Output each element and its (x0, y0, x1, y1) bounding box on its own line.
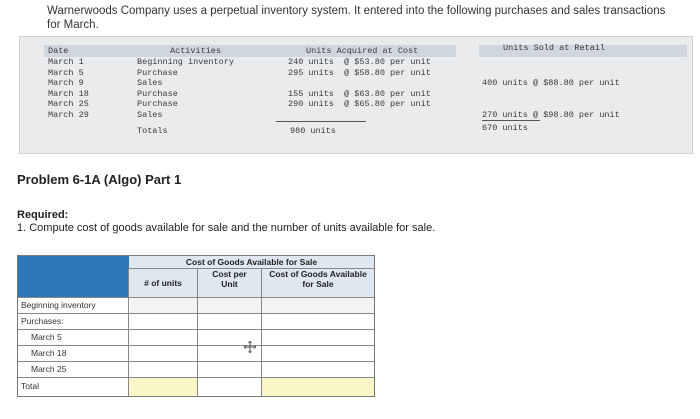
header-units-sold: Units Sold at Retail (503, 43, 606, 53)
col-header-cogas-line1: Cost of Goods Available (269, 269, 367, 279)
total-units-input[interactable] (129, 378, 197, 396)
acquired-total-rule (276, 121, 366, 122)
table-title: Cost of Goods Available for Sale (185, 257, 318, 267)
header-subrow (130, 297, 374, 313)
row-activity: Sales (137, 78, 163, 89)
row-activity: Purchase (137, 99, 178, 110)
row-sold: 400 units @ $88.80 per unit (482, 78, 620, 89)
row-acquired: 295 units @ $58.80 per unit (288, 67, 431, 78)
col-header-cost-per-unit-line1: Cost per (212, 269, 247, 279)
table-header-blue-cell (18, 256, 129, 297)
march5-cogas-input[interactable] (263, 330, 373, 344)
header-units-acquired: Units Acquired at Cost (306, 46, 419, 56)
header-date: Date (48, 46, 69, 56)
row-activity: Purchase (137, 67, 178, 78)
row-label-march-5: March 5 (31, 332, 62, 342)
row-date: March 5 (48, 67, 84, 78)
total-cogas-input[interactable] (262, 378, 374, 396)
row-acquired: 155 units @ $63.80 per unit (288, 88, 431, 99)
row-label-total: Total (21, 381, 39, 391)
cogas-answer-table (17, 255, 375, 397)
question-text: 1. Compute cost of goods available for sale and the number of units available for sale. (17, 222, 436, 234)
required-label: Required: (17, 209, 69, 221)
row-sold: 270 units @ $98.80 per unit (482, 110, 620, 120)
row-label-march-18: March 18 (31, 348, 67, 358)
section-title: Problem 6-1A (Algo) Part 1 (17, 172, 182, 187)
row-label-purchases: Purchases: (21, 316, 64, 326)
row-activity: Purchase (137, 88, 178, 99)
row-date: March 9 (48, 78, 84, 89)
row-date: March 1 (48, 57, 84, 67)
beginning-units-input[interactable] (130, 314, 196, 328)
sold-row-underline (482, 120, 540, 121)
march25-cost-per-unit-input[interactable] (199, 362, 260, 376)
row-label-march-25: March 25 (31, 364, 67, 374)
row-acquired: 240 units @ $53.80 per unit (288, 57, 431, 67)
row-date: March 25 (48, 99, 89, 110)
row-date: March 18 (48, 88, 89, 99)
move-cursor-icon (244, 341, 256, 353)
beginning-cogas-input[interactable] (263, 314, 373, 328)
col-header-cost-per-unit-line2: Unit (221, 279, 238, 289)
col-header-cost-per-unit (198, 269, 261, 289)
totals-acquired: 980 units (290, 126, 336, 136)
totals-sold: 670 units (482, 123, 528, 133)
header-activities: Activities (170, 46, 222, 56)
grid-hline (129, 268, 374, 269)
col-header-cogas (262, 269, 374, 289)
row-activity: Beginning inventory (137, 57, 234, 67)
march25-units-input[interactable] (130, 362, 196, 376)
col-header-units: # of units (144, 278, 182, 288)
row-activity: Sales (137, 110, 163, 120)
totals-label: Totals (137, 126, 168, 136)
grid-hline (18, 297, 374, 298)
transactions-panel (19, 36, 693, 154)
col-header-cogas-line2: for Sale (302, 279, 334, 289)
march18-units-input[interactable] (130, 346, 196, 360)
problem-intro-text: Warnerwoods Company uses a perpetual inventory system. It entered into the following purchases and sales transactions for March. (47, 5, 666, 31)
march18-cogas-input[interactable] (263, 346, 373, 360)
beginning-cost-per-unit-input[interactable] (199, 314, 260, 328)
row-date: March 29 (48, 110, 89, 120)
march5-units-input[interactable] (130, 330, 196, 344)
march25-cogas-input[interactable] (263, 362, 373, 376)
row-acquired: 290 units @ $65.80 per unit (288, 99, 431, 110)
row-label-beginning-inventory: Beginning inventory (21, 300, 96, 310)
